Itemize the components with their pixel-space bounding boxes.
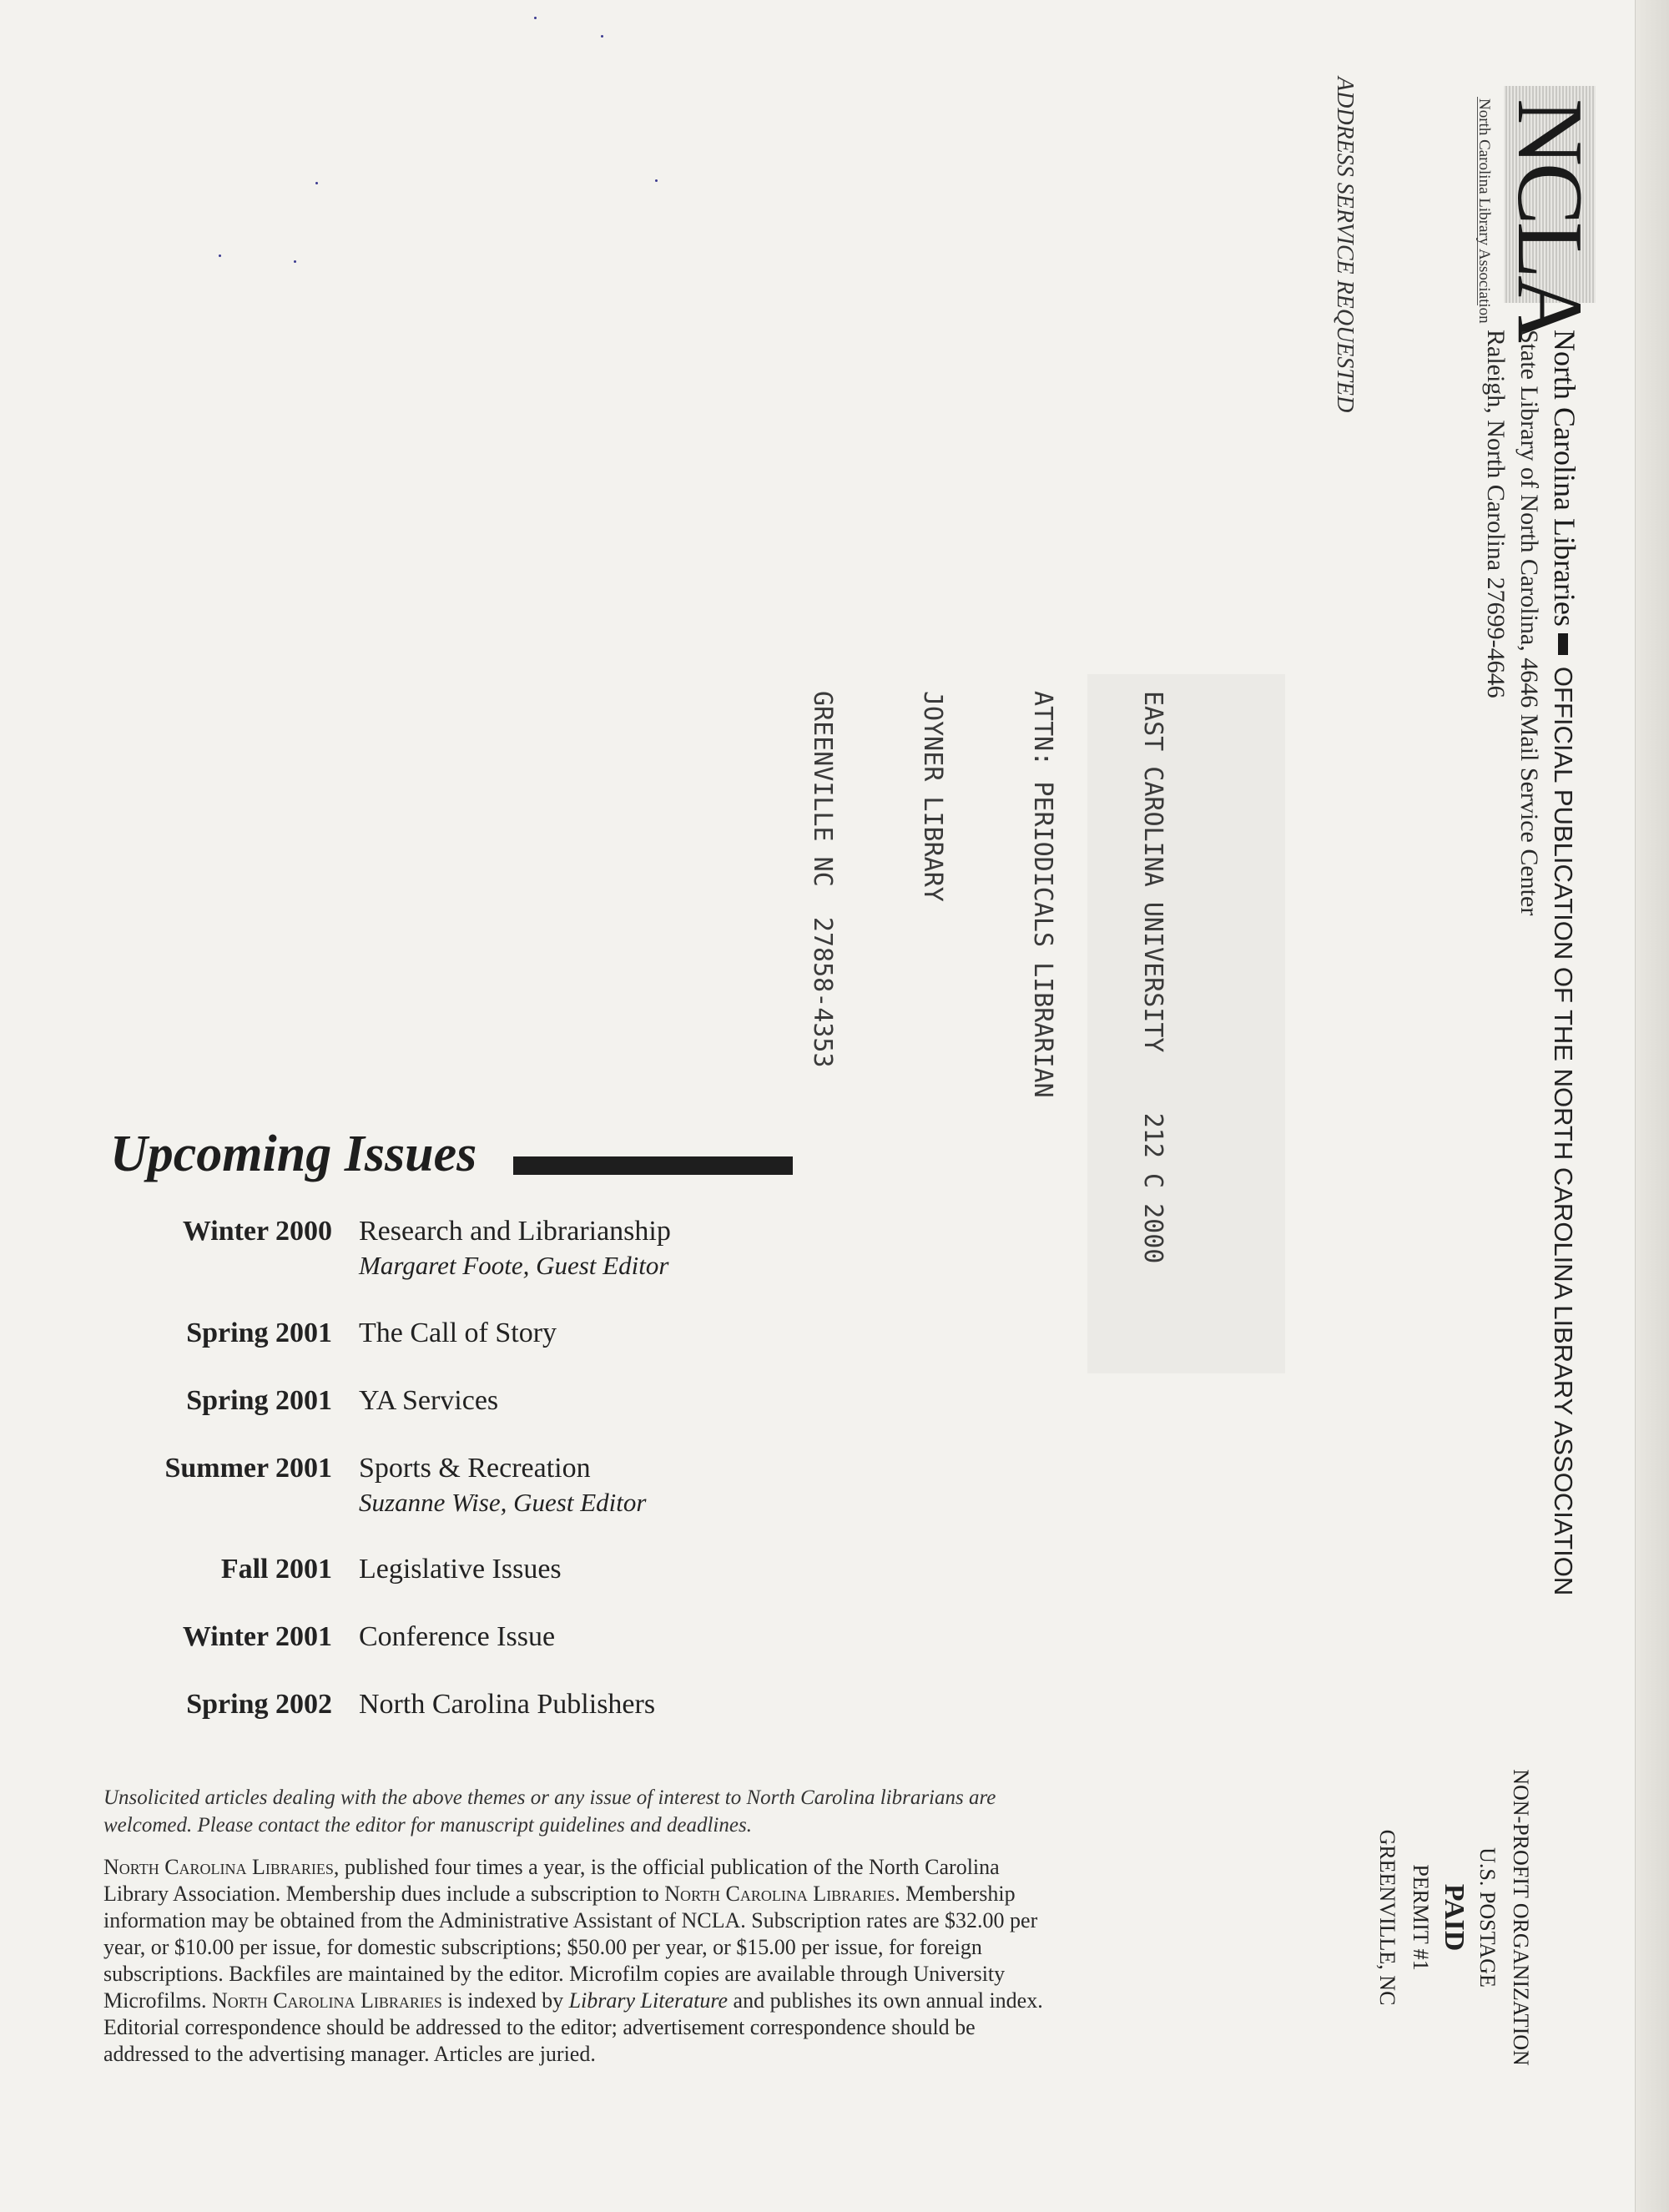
ink-speck [601, 35, 603, 38]
ncla-logo: NCLA [1498, 98, 1601, 340]
ink-speck [219, 254, 221, 257]
pub-name: North Carolina Libraries [103, 1855, 334, 1879]
page-edge [1635, 0, 1669, 2212]
ink-speck [315, 182, 318, 184]
title-rule [513, 1156, 793, 1175]
logo-subtitle: North Carolina Library Association [1475, 98, 1493, 324]
label-line: GREENVILLE NC 27858-4353 [808, 691, 837, 1068]
ink-speck [534, 17, 537, 19]
address-line1: State Library of North Carolina, 4646 Mail Service Center [1515, 330, 1543, 916]
label-line: JOYNER LIBRARY [918, 691, 947, 902]
issue-editor: Margaret Foote, Guest Editor [359, 1251, 669, 1280]
issue-date: Winter 2000 [182, 1216, 332, 1247]
postage-city: GREENVILLE, NC [1375, 1829, 1399, 2006]
about-text: , published four times a year, is the official publication of the North Carolina Library Association. Membership dues include a subscription to [103, 1855, 1000, 1906]
pub-name: North Carolina Libraries [212, 1988, 442, 2013]
issue-date: Spring 2001 [186, 1318, 332, 1348]
issue-date: Spring 2001 [186, 1385, 332, 1416]
address-line2: Raleigh, North Carolina 27699-4646 [1482, 330, 1510, 698]
issue-editor: Suzanne Wise, Guest Editor [359, 1488, 647, 1517]
issue-date: Fall 2001 [220, 1554, 332, 1585]
postage-paid: PAID [1439, 1883, 1470, 1952]
issue-topic: Research and Librarianship [359, 1216, 671, 1247]
postage-permit: PERMIT #1 [1409, 1864, 1433, 1971]
address-service-requested: ADDRESS SERVICE REQUESTED [1332, 77, 1358, 413]
mailing-label-text [730, 691, 1244, 1263]
issue-topic: North Carolina Publishers [359, 1689, 656, 1720]
publication-name: North Carolina Libraries [1548, 330, 1581, 627]
unsolicited-note: Unsolicited articles dealing with the above themes or any issue of interest to North Carolina librarians are welcomed. Please contact the editor for manuscript guidelines and deadlines. [103, 1786, 996, 1837]
issue-date: Summer 2001 [164, 1453, 332, 1484]
postage-line2: U.S. POSTAGE [1475, 1847, 1500, 1988]
issue-topic: Legislative Issues [359, 1554, 562, 1585]
mailing-label [808, 674, 1285, 1373]
index-name: Library Literature [568, 1988, 729, 2013]
publication-tagline: OFFICIAL PUBLICATION OF THE NORTH CAROLINA LIBRARY ASSOCIATION [1549, 666, 1578, 1596]
issue-topic: Conference Issue [359, 1621, 556, 1652]
postage-line1: NON-PROFIT ORGANIZATION [1509, 1769, 1533, 2066]
ink-speck [294, 260, 296, 263]
issue-topic: Sports & Recreation [359, 1453, 591, 1484]
about-paragraph [103, 1854, 1046, 2068]
publication-line [1546, 330, 1581, 1595]
label-line: EAST CAROLINA UNIVERSITY 212 C 2000 [1138, 691, 1167, 1264]
issue-topic: The Call of Story [359, 1318, 557, 1348]
about-text: and publishes its own annual index. Editorial correspondence should be addressed to the editor; advertisement correspondence should be addressed to the advertising manager. Articles are juried. [103, 1988, 1043, 2066]
issue-date: Spring 2002 [186, 1689, 332, 1720]
issue-date: Winter 2001 [182, 1621, 332, 1652]
ink-speck [655, 179, 658, 182]
postage-indicia [1370, 1742, 1537, 2093]
about-text: is indexed by [441, 1988, 569, 2013]
issue-topic: YA Services [359, 1385, 499, 1416]
label-line: ATTN: PERIODICALS LIBRARIAN [1028, 691, 1057, 1098]
about-text: . Membership information may be obtained from the Administrative Assistant of NCLA. Subscription rates are $32.00 per year, or $10.00 per issue, for domestic subscriptions; $50.00 per year, or $15.00 per issue, for foreign subscriptions. Backfiles are maintained by the editor. Microfilm copies are available through University Microfilms. [103, 1882, 1038, 2013]
upcoming-issues-title: Upcoming Issues [110, 1126, 477, 1182]
title-bar [1558, 633, 1568, 655]
pub-name: North Carolina Libraries [664, 1882, 895, 1906]
